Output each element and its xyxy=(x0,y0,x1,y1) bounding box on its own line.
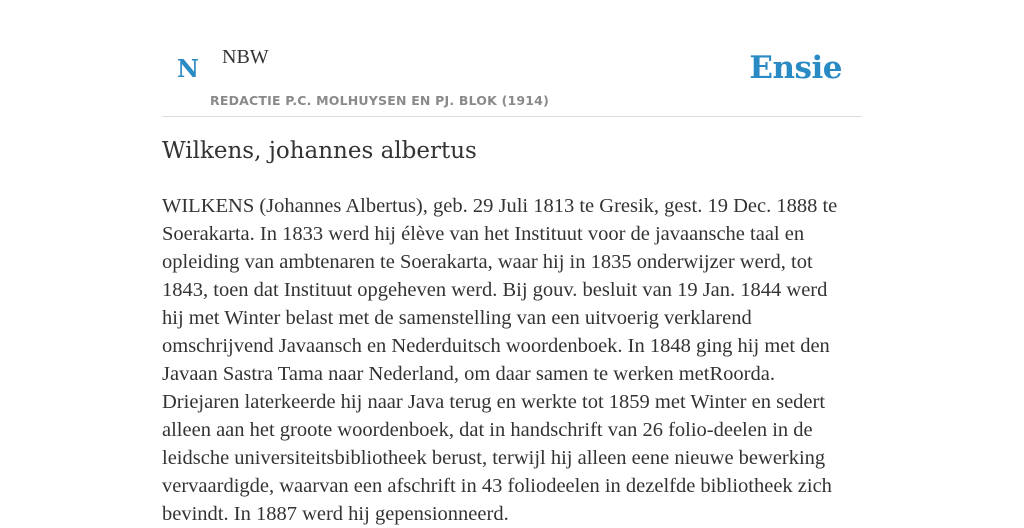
article-text-line: bevindt. In 1887 werd hij gepensionneerd. xyxy=(162,503,509,525)
article-text-line: vervaardigde, waarvan een afschrift in 43 foliodeelen in dezelfde bibliotheek zich xyxy=(162,475,832,497)
article-body xyxy=(162,192,862,528)
article-text-line: Driejaren laterkeerde hij naar Java terug en werkte tot 1859 met Winter en sedert xyxy=(162,391,826,413)
article-text-line: 1843, toen dat Instituut opgeheven werd. Bij gouv. besluit van 19 Jan. 1844 werd xyxy=(162,279,828,301)
article-text-line: omschrijvend Javaansch en Nederduitsch woordenboek. In 1848 ging hij met den xyxy=(162,335,830,357)
source-name-link[interactable]: NBW xyxy=(222,46,269,68)
source-logo-icon[interactable]: N xyxy=(177,54,199,83)
header xyxy=(162,0,862,117)
article-title: Wilkens, johannes albertus xyxy=(162,138,477,164)
article-text-line: opleiding van ambtenaren te Soerakarta, waar hij in 1835 onderwijzer werd, tot xyxy=(162,251,813,273)
article-text-line: Soerakarta. In 1833 werd hij élève van het Instituut voor de javaansche taal en xyxy=(162,223,805,245)
source-subtitle: REDACTIE P.C. MOLHUYSEN EN PJ. BLOK (1914) xyxy=(210,93,549,108)
ensie-logo-link[interactable]: Ensie xyxy=(749,50,842,86)
article-text-line: WILKENS (Johannes Albertus), geb. 29 Juli 1813 te Gresik, gest. 19 Dec. 1888 te xyxy=(162,195,838,217)
article-text-line: leidsche universiteitsbibliotheek berust, terwijl hij alleen eene nieuwe bewerking xyxy=(162,447,826,469)
article-text-line: hij met Winter belast met de samenstelling van een uitvoerig verklarend xyxy=(162,307,752,329)
article-text-line: Javaan Sastra Tama naar Nederland, om daar samen te werken metRoorda. xyxy=(162,363,775,385)
article-text-line: alleen aan het groote woordenboek, dat in handschrift van 26 folio-deelen in de xyxy=(162,419,813,441)
